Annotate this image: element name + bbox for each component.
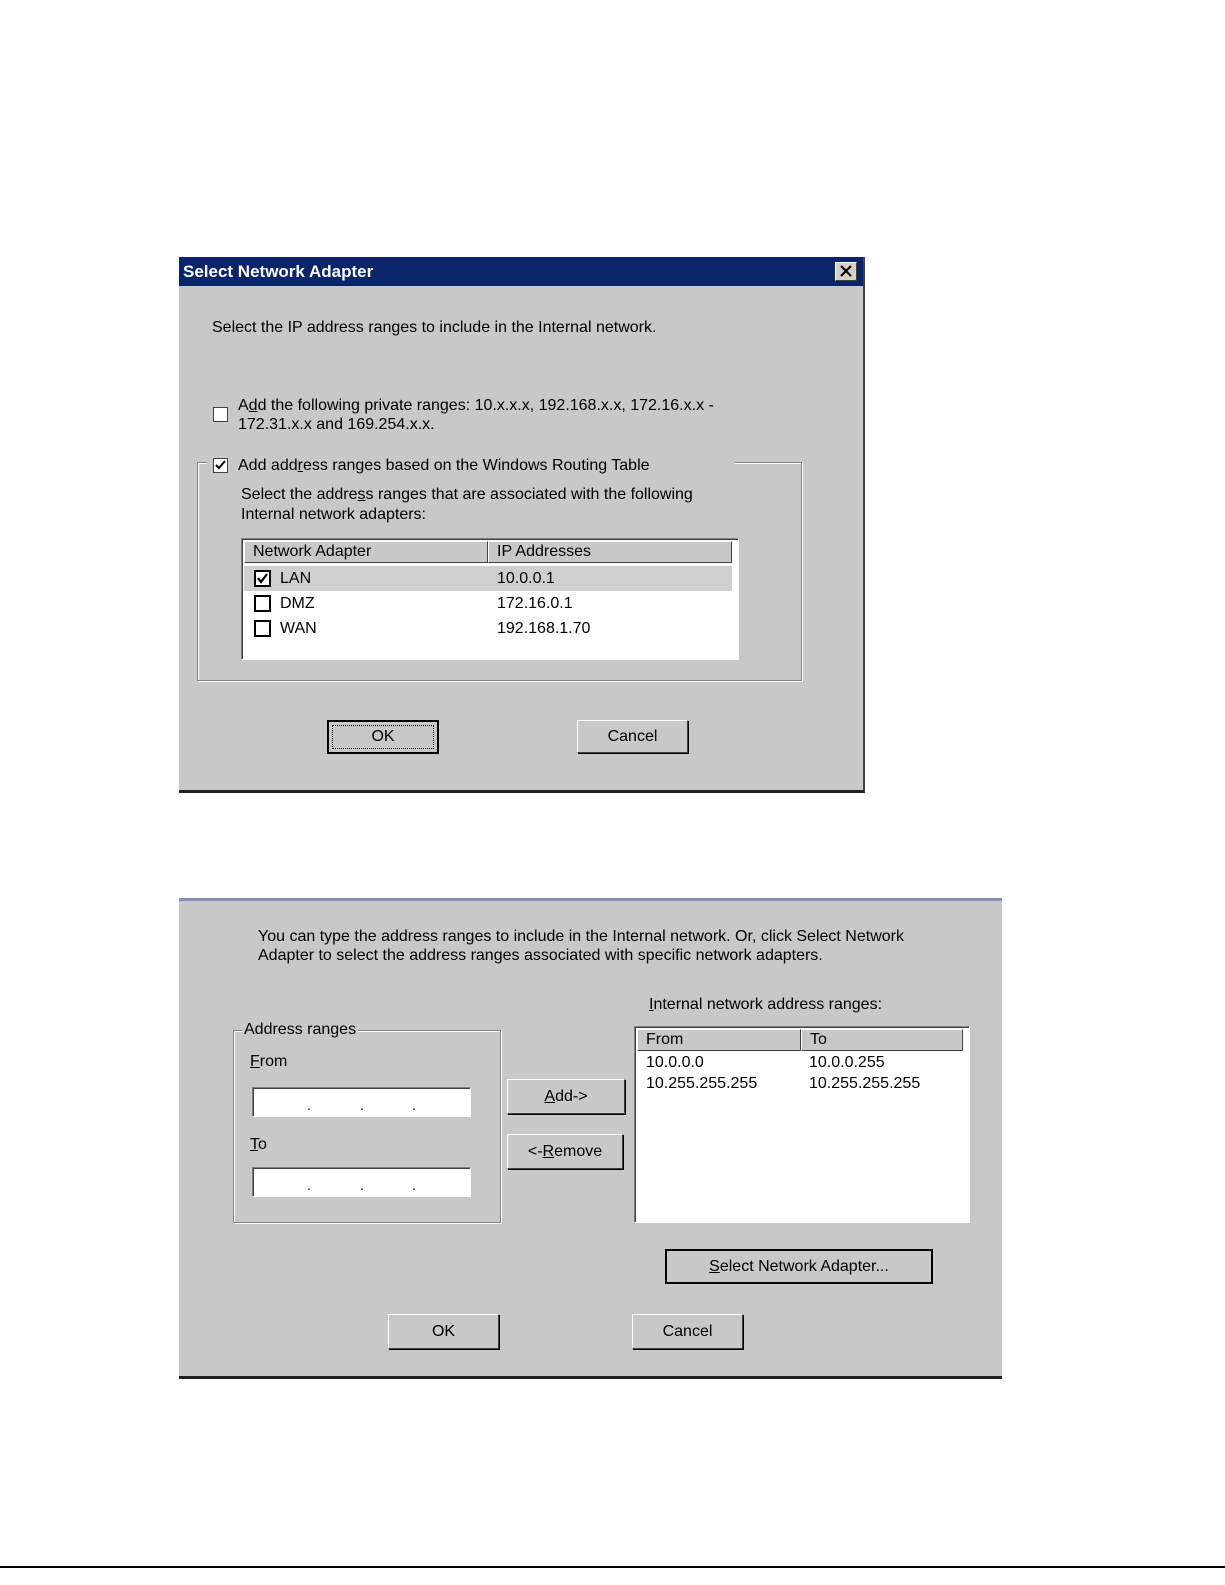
adapter-checkbox-lan[interactable]: [254, 570, 271, 587]
checkmark-icon: [215, 460, 226, 471]
dialog-intro-line1: You can type the address ranges to include in the Internal network. Or, click Select Network: [258, 928, 904, 945]
routing-table-description: Select the address ranges that are associated with the following: [241, 486, 693, 503]
adapter-name: WAN: [280, 620, 317, 637]
column-header-to[interactable]: To: [801, 1029, 963, 1051]
adapter-listview[interactable]: [241, 538, 739, 660]
dialog-title: Select Network Adapter: [183, 262, 374, 281]
adapter-checkbox-dmz[interactable]: [254, 595, 271, 612]
to-ip-input[interactable]: . . .: [252, 1167, 471, 1197]
cancel-button[interactable]: Cancel: [577, 720, 688, 753]
column-header-ip-addresses[interactable]: IP Addresses: [488, 541, 732, 563]
ok-button[interactable]: OK: [327, 720, 439, 754]
adapter-name: DMZ: [280, 595, 315, 612]
range-from: 10.255.255.255: [646, 1075, 758, 1092]
range-from: 10.0.0.0: [646, 1054, 704, 1071]
routing-table-checkbox[interactable]: [213, 458, 228, 473]
page-bottom-rule: [0, 1566, 1225, 1568]
dialog-intro: Select the IP address ranges to include in the Internal network.: [212, 319, 657, 336]
adapter-row-lan[interactable]: [244, 566, 732, 591]
address-ranges-group-label: Address ranges: [244, 1021, 357, 1038]
cancel-button[interactable]: Cancel: [632, 1314, 743, 1349]
adapter-ip: 192.168.1.70: [497, 620, 591, 637]
adapter-ip: 172.16.0.1: [497, 595, 573, 612]
private-ranges-label-line2: 172.31.x.x and 169.254.x.x.: [238, 416, 435, 433]
close-icon: [840, 265, 852, 277]
range-row[interactable]: [637, 1073, 965, 1094]
private-ranges-checkbox[interactable]: [213, 407, 228, 422]
adapter-row-wan[interactable]: [244, 616, 732, 641]
select-network-adapter-button[interactable]: Select Network Adapter...: [665, 1249, 933, 1284]
checkmark-icon: [256, 572, 269, 585]
adapter-checkbox-wan[interactable]: [254, 620, 271, 637]
add-button[interactable]: Add->: [507, 1079, 625, 1114]
close-button[interactable]: [835, 262, 857, 281]
adapter-name: LAN: [280, 570, 312, 587]
column-header-from[interactable]: From: [637, 1029, 801, 1051]
routing-table-label[interactable]: Add address ranges based on the Windows Routing Table: [238, 457, 650, 474]
adapter-ip: 10.0.0.1: [497, 570, 555, 587]
column-header-network-adapter[interactable]: Network Adapter: [244, 541, 488, 563]
select-network-adapter-dialog: [179, 257, 865, 793]
dialog-intro-line2: Adapter to select the address ranges associated with specific network adapters.: [258, 947, 823, 964]
internal-ranges-listview[interactable]: [634, 1026, 970, 1223]
range-to: 10.0.0.255: [809, 1054, 885, 1071]
routing-table-description-line2: Internal network adapters:: [241, 506, 426, 523]
internal-ranges-label: Internal network address ranges:: [649, 996, 883, 1013]
to-label: To: [250, 1136, 267, 1153]
internal-network-ranges-dialog: [179, 898, 1002, 1379]
from-ip-input[interactable]: . . .: [252, 1087, 471, 1117]
range-to: 10.255.255.255: [809, 1075, 921, 1092]
range-row[interactable]: [637, 1052, 965, 1073]
ok-button[interactable]: OK: [388, 1314, 499, 1349]
adapter-row-dmz[interactable]: [244, 591, 732, 616]
from-label: From: [250, 1053, 288, 1070]
private-ranges-label[interactable]: Add the following private ranges: 10.x.x.x, 192.168.x.x, 172.16.x.x -: [238, 397, 714, 414]
remove-button[interactable]: <-Remove: [507, 1134, 623, 1169]
dialog-titlebar[interactable]: [179, 257, 863, 286]
